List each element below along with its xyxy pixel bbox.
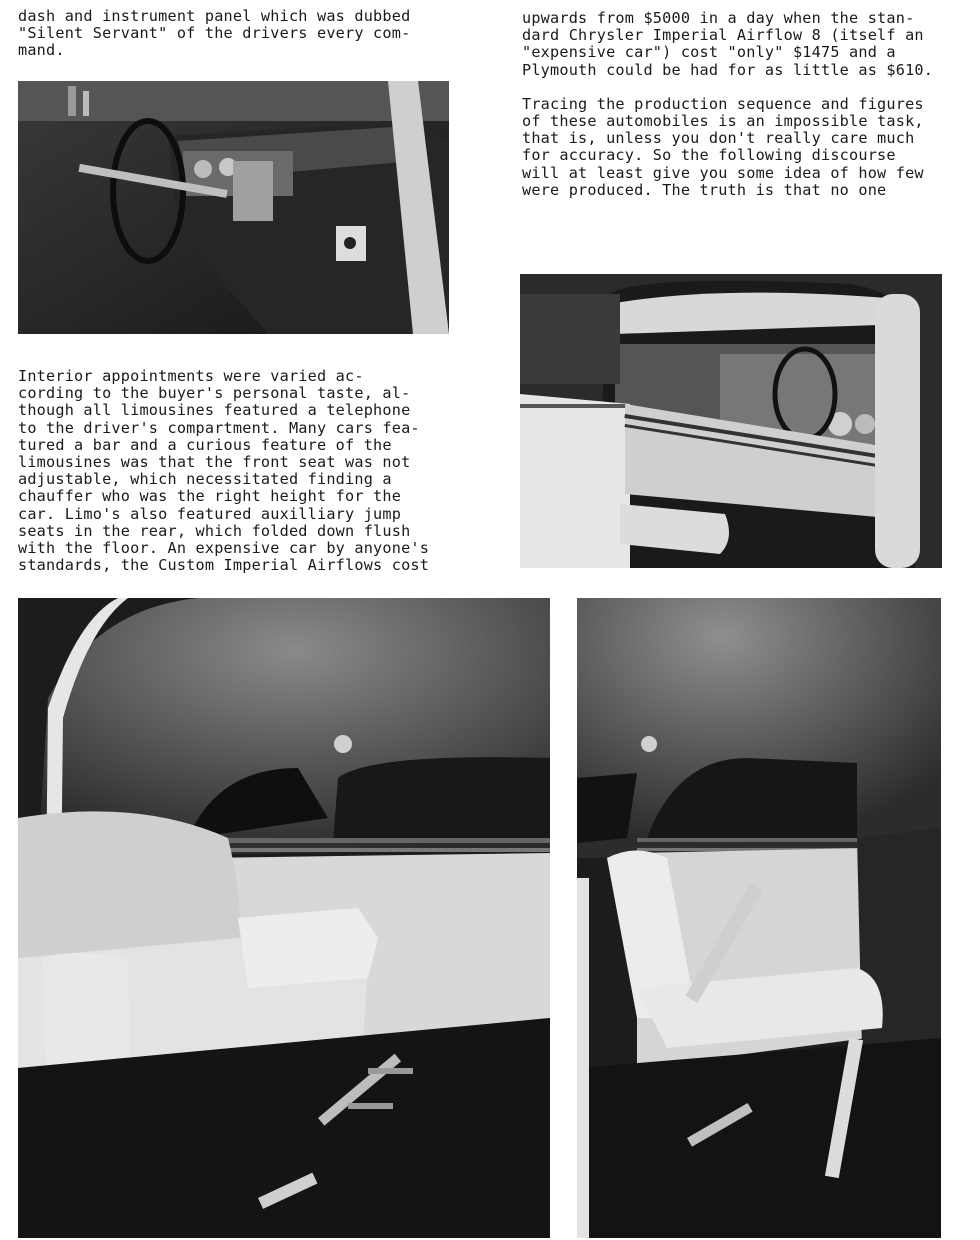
dashboard-photo bbox=[18, 81, 449, 334]
text-line: standards, the Custom Imperial Airflows cost bbox=[18, 556, 430, 575]
text-line: will at least give you some idea of how few bbox=[522, 163, 924, 182]
text-line: cording to the buyer's personal taste, al- bbox=[18, 384, 411, 403]
rear-seat-photo-art bbox=[18, 598, 550, 1238]
text-line: seats in the rear, which folded down flush bbox=[18, 521, 411, 540]
front-compartment-photo bbox=[520, 274, 942, 568]
text-line: dash and instrument panel which was dubbed bbox=[18, 7, 411, 25]
text-line: car. Limo's also featured auxilliary jump bbox=[18, 504, 402, 523]
text-line: chauffer who was the right height for the bbox=[18, 487, 402, 506]
text-line: of these automobiles is an impossible task, bbox=[522, 112, 924, 131]
text-line: with the floor. An expensive car by anyone's bbox=[18, 539, 430, 558]
text-line: that is, unless you don't really care much bbox=[522, 129, 915, 148]
rear-seat-photo bbox=[18, 598, 550, 1238]
top-right-text bbox=[522, 10, 933, 199]
dashboard-photo-art bbox=[18, 81, 449, 334]
text-line: tured a bar and a curious feature of the bbox=[18, 435, 392, 454]
jump-seat-photo bbox=[577, 598, 941, 1238]
text-line: adjustable, which necessitated finding a bbox=[18, 470, 392, 489]
text-line: though all limousines featured a telephone bbox=[18, 401, 411, 420]
text-line: to the driver's compartment. Many cars fea- bbox=[18, 418, 420, 437]
text-line: upwards from $5000 in a day when the stan- bbox=[522, 9, 915, 27]
text-line: Interior appointments were varied ac- bbox=[18, 367, 364, 385]
text-line: dard Chrysler Imperial Airflow 8 (itself an bbox=[522, 26, 924, 45]
text-line: for accuracy. So the following discourse bbox=[522, 146, 896, 165]
front-compartment-photo-art bbox=[520, 274, 942, 568]
top-left-text bbox=[18, 8, 410, 60]
text-line: Plymouth could be had for as little as $610. bbox=[522, 60, 934, 79]
text-line: "expensive car") cost "only" $1475 and a bbox=[522, 43, 896, 62]
jump-seat-photo-art bbox=[577, 598, 941, 1238]
text-line: "Silent Servant" of the drivers every com- bbox=[18, 24, 411, 43]
text-line: mand. bbox=[18, 41, 65, 60]
text-line: limousines was that the front seat was not bbox=[18, 453, 411, 472]
text-line: were produced. The truth is that no one bbox=[522, 180, 887, 199]
text-line: Tracing the production sequence and figures bbox=[522, 94, 924, 113]
middle-left-text bbox=[18, 368, 429, 574]
